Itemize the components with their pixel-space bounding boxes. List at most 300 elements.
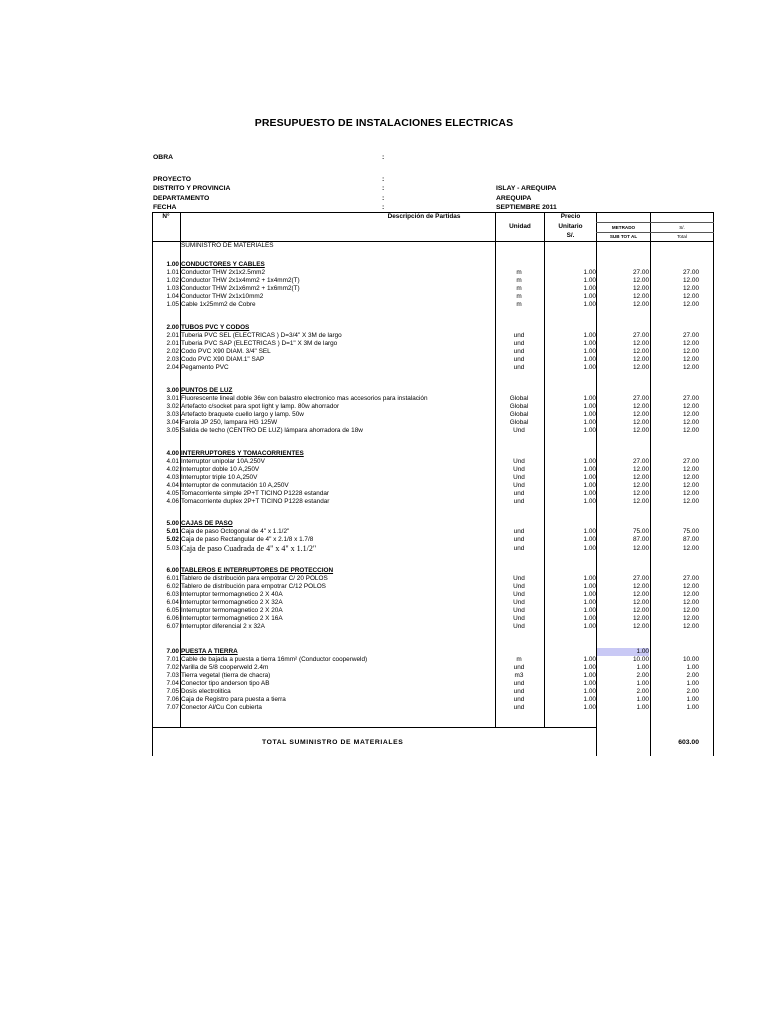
row-total: 2.00 xyxy=(686,688,699,695)
section-row xyxy=(152,450,714,458)
row-description: Tablero de distribución para empotrar C/12 POLOS xyxy=(181,583,326,590)
col-header-desc: Descripción de Partidas xyxy=(387,213,461,220)
table-row xyxy=(152,696,714,704)
row-price: 1.00 xyxy=(583,591,596,598)
row-description: Interruptor termomagnetico 2 X 40A xyxy=(181,591,283,598)
proyecto-label: PROYECTO xyxy=(153,176,192,183)
row-number: 1.03 xyxy=(166,285,179,292)
row-total: 12.00 xyxy=(683,583,699,590)
table-row xyxy=(152,348,714,356)
row-metrado: 12.00 xyxy=(633,364,649,371)
row-unit: Und xyxy=(513,583,525,590)
col-header-soles: S/. xyxy=(679,225,685,230)
table-row xyxy=(152,490,714,498)
row-price: 1.00 xyxy=(583,545,596,552)
row-total: 27.00 xyxy=(683,395,699,402)
table-row xyxy=(152,474,714,482)
row-price: 1.00 xyxy=(583,285,596,292)
table-row xyxy=(152,482,714,490)
row-total: 12.00 xyxy=(683,356,699,363)
row-price: 1.00 xyxy=(583,474,596,481)
row-metrado: 12.00 xyxy=(633,615,649,622)
table-row xyxy=(152,269,714,277)
row-total: 1.00 xyxy=(686,704,699,711)
row-unit: Und xyxy=(513,599,525,606)
row-number: 4.06 xyxy=(166,498,179,505)
row-number: 7.04 xyxy=(166,680,179,687)
section-main-title: SUMINISTRO DE MATERIALES xyxy=(181,242,274,249)
row-description: Conductor THW 2x1x4mm2 + 1x4mm2(T) xyxy=(181,277,300,284)
row-total: 1.00 xyxy=(686,680,699,687)
row-number: 4.05 xyxy=(166,490,179,497)
row-total: 87.00 xyxy=(683,536,699,543)
row-total: 2.00 xyxy=(686,672,699,679)
table-row xyxy=(152,301,714,309)
row-metrado: 2.00 xyxy=(636,672,649,679)
row-price: 1.00 xyxy=(583,277,596,284)
row-number: 7.00 xyxy=(166,648,179,655)
table-row xyxy=(152,672,714,680)
table-row xyxy=(152,545,714,553)
table-row xyxy=(152,656,714,664)
row-description: Fluorescente lineal doble 36w con balastro electronico mas accesorios para instalación xyxy=(181,395,428,402)
row-unit: und xyxy=(513,498,525,505)
section-row xyxy=(152,324,714,332)
row-unit: und xyxy=(513,528,525,535)
row-description: Cable de bajada a puesta a tierra 16mm² (Conductor cooperweld) xyxy=(181,656,368,663)
total-label: TOTAL SUMINISTRO DE MATERIALES xyxy=(262,739,404,746)
row-price: 1.00 xyxy=(583,293,596,300)
departamento-label: DEPARTAMENTO xyxy=(153,195,210,202)
row-price: 1.00 xyxy=(583,607,596,614)
row-total: 12.00 xyxy=(683,490,699,497)
row-number: 2.01 xyxy=(166,340,179,347)
row-price: 1.00 xyxy=(583,664,596,671)
row-price: 1.00 xyxy=(583,680,596,687)
row-metrado: 12.00 xyxy=(633,623,649,630)
row-total: 12.00 xyxy=(683,364,699,371)
row-metrado: 27.00 xyxy=(633,395,649,402)
row-total: 12.00 xyxy=(683,545,699,552)
row-description: CONDUCTORES Y CABLES xyxy=(181,261,265,268)
row-description: Codo PVC X90 DIAM.1" SAP xyxy=(181,356,265,363)
row-unit: und xyxy=(513,680,525,687)
row-metrado: 27.00 xyxy=(633,332,649,339)
row-number: 6.06 xyxy=(166,615,179,622)
row-number: 7.06 xyxy=(166,696,179,703)
row-number: 3.00 xyxy=(166,387,179,394)
row-description: Interruptor unipolar 10A.250V xyxy=(181,458,265,465)
table-row xyxy=(152,591,714,599)
row-price: 1.00 xyxy=(583,332,596,339)
row-price: 1.00 xyxy=(583,301,596,308)
row-unit: und xyxy=(513,688,525,695)
table-row xyxy=(152,575,714,583)
row-description: Caja de paso Cuadrada de 4" x 4" x 1.1/2" xyxy=(181,544,317,553)
row-metrado: 12.00 xyxy=(633,490,649,497)
row-description: Conector Al/Cu Con cubierta xyxy=(181,704,262,711)
row-price: 1.00 xyxy=(583,672,596,679)
row-unit: und xyxy=(513,536,525,543)
row-metrado: 12.00 xyxy=(633,348,649,355)
col-header-precio-2: Unitario xyxy=(558,223,583,230)
row-metrado: 12.00 xyxy=(633,277,649,284)
row-number: 6.07 xyxy=(166,623,179,630)
table-row xyxy=(152,498,714,506)
row-description: Cable 1x25mm2 de Cobre xyxy=(181,301,256,308)
col-header-metrado: METRADO xyxy=(611,225,636,230)
row-number: 4.00 xyxy=(166,450,179,457)
row-number: 1.01 xyxy=(166,269,179,276)
row-price: 1.00 xyxy=(583,575,596,582)
table-row xyxy=(152,615,714,623)
row-number: 2.04 xyxy=(166,364,179,371)
row-number: 4.02 xyxy=(166,466,179,473)
row-total: 12.00 xyxy=(683,615,699,622)
row-price: 1.00 xyxy=(583,599,596,606)
row-metrado: 87.00 xyxy=(633,536,649,543)
row-unit: Und xyxy=(513,466,525,473)
row-description: Interruptor diferencial 2 x 32A xyxy=(181,623,265,630)
row-unit: Global xyxy=(509,411,529,418)
row-metrado: 1.00 xyxy=(636,648,649,655)
section-row xyxy=(152,648,714,656)
row-unit: Global xyxy=(509,395,529,402)
row-metrado: 12.00 xyxy=(633,403,649,410)
row-metrado: 12.00 xyxy=(633,591,649,598)
table-row xyxy=(152,664,714,672)
col-header-total: Total xyxy=(677,234,687,239)
row-description: INTERRUPTORES Y TOMACORRIENTES xyxy=(181,450,304,457)
table-row xyxy=(152,583,714,591)
row-unit: m xyxy=(516,269,522,276)
row-unit: Und xyxy=(513,474,525,481)
row-metrado: 12.00 xyxy=(633,607,649,614)
row-price: 1.00 xyxy=(583,528,596,535)
row-metrado: 12.00 xyxy=(633,545,649,552)
table-row xyxy=(152,293,714,301)
row-total: 12.00 xyxy=(683,419,699,426)
col-header-num: N° xyxy=(162,213,170,220)
row-price: 1.00 xyxy=(583,656,596,663)
row-unit: Und xyxy=(513,607,525,614)
row-number: 2.00 xyxy=(166,324,179,331)
row-total: 1.00 xyxy=(686,664,699,671)
row-unit: m xyxy=(516,301,522,308)
row-description: Tuberia PVC SAP (ELECTRICAS ) D=1" X 3M de largo xyxy=(181,340,338,347)
distrito-value: ISLAY - AREQUIPA xyxy=(496,185,557,192)
table-row xyxy=(152,277,714,285)
row-unit: Und xyxy=(513,615,525,622)
row-unit: und xyxy=(513,348,525,355)
row-number: 4.03 xyxy=(166,474,179,481)
row-price: 1.00 xyxy=(583,348,596,355)
row-number: 1.00 xyxy=(166,261,179,268)
row-metrado: 12.00 xyxy=(633,419,649,426)
row-unit: Und xyxy=(513,591,525,598)
row-total: 12.00 xyxy=(683,348,699,355)
table-row xyxy=(152,427,714,435)
table-row xyxy=(152,704,714,712)
row-number: 5.02 xyxy=(166,536,179,543)
row-number: 7.01 xyxy=(166,656,179,663)
section-row xyxy=(152,387,714,395)
row-number: 5.00 xyxy=(166,520,179,527)
table-row xyxy=(152,536,714,544)
row-total: 12.00 xyxy=(683,427,699,434)
row-metrado: 2.00 xyxy=(636,688,649,695)
row-metrado: 1.00 xyxy=(636,680,649,687)
row-number: 3.02 xyxy=(166,403,179,410)
table-row xyxy=(152,623,714,631)
row-number: 1.05 xyxy=(166,301,179,308)
section-row xyxy=(152,261,714,269)
row-metrado: 12.00 xyxy=(633,356,649,363)
col-header-unidad: Unidad xyxy=(509,223,531,230)
row-description: Farola JP 250, lampara HG 125W xyxy=(181,419,278,426)
row-price: 1.00 xyxy=(583,490,596,497)
fecha-colon: : xyxy=(382,204,385,211)
row-total: 12.00 xyxy=(683,277,699,284)
table-row xyxy=(152,466,714,474)
row-unit: m xyxy=(516,656,522,663)
row-description: Artefacto braquete cuello largo y lamp. 50w xyxy=(181,411,304,418)
row-metrado: 1.00 xyxy=(636,664,649,671)
row-unit: m xyxy=(516,285,522,292)
row-description: CAJAS DE PASO xyxy=(181,520,233,527)
row-price: 1.00 xyxy=(583,482,596,489)
row-total: 12.00 xyxy=(683,411,699,418)
row-number: 4.04 xyxy=(166,482,179,489)
row-unit: Global xyxy=(509,419,529,426)
table-row xyxy=(152,458,714,466)
row-unit: Und xyxy=(513,458,525,465)
row-number: 3.05 xyxy=(166,427,179,434)
row-unit: m xyxy=(516,277,522,284)
row-total: 12.00 xyxy=(683,301,699,308)
row-number: 7.07 xyxy=(166,704,179,711)
total-value: 603.00 xyxy=(678,739,699,746)
fecha-value: SEPTIEMBRE 2011 xyxy=(496,204,557,211)
row-unit: Global xyxy=(509,403,529,410)
row-number: 7.03 xyxy=(166,672,179,679)
table-row xyxy=(152,332,714,340)
row-total: 12.00 xyxy=(683,293,699,300)
row-description: TABLEROS E INTERRUPTORES DE PROTECCION xyxy=(181,567,334,574)
col-header-subtotal: SUB TOT AL xyxy=(609,234,638,239)
row-unit: m xyxy=(516,293,522,300)
table-row xyxy=(152,528,714,536)
row-description: Caja de paso Rectangular de 4" x 2.1/8 x 1.7/8 xyxy=(181,536,314,543)
row-number: 1.04 xyxy=(166,293,179,300)
table-row xyxy=(152,403,714,411)
row-description: Interruptor de conmutación 10 A,250V xyxy=(181,482,289,489)
row-number: 2.01 xyxy=(166,332,179,339)
section-row xyxy=(152,567,714,575)
table-row xyxy=(152,607,714,615)
row-number: 3.04 xyxy=(166,419,179,426)
row-metrado: 27.00 xyxy=(633,458,649,465)
row-unit: m3 xyxy=(514,672,524,679)
row-number: 6.03 xyxy=(166,591,179,598)
row-number: 6.00 xyxy=(166,567,179,574)
row-number: 3.03 xyxy=(166,411,179,418)
row-total: 12.00 xyxy=(683,466,699,473)
row-price: 1.00 xyxy=(583,688,596,695)
row-total: 12.00 xyxy=(683,340,699,347)
row-metrado: 1.00 xyxy=(636,704,649,711)
table-row xyxy=(152,285,714,293)
row-total: 12.00 xyxy=(683,607,699,614)
row-description: Conductor THW 2x1x2.5mm2 xyxy=(181,269,266,276)
row-unit: und xyxy=(513,364,525,371)
row-unit: und xyxy=(513,704,525,711)
row-unit: und xyxy=(513,664,525,671)
row-price: 1.00 xyxy=(583,623,596,630)
row-price: 1.00 xyxy=(583,458,596,465)
row-number: 5.03 xyxy=(166,545,179,552)
section-row xyxy=(152,520,714,528)
row-metrado: 12.00 xyxy=(633,474,649,481)
departamento-value: AREQUIPA xyxy=(496,195,532,202)
row-description: Codo PVC X90 DIAM. 3/4" SEL xyxy=(181,348,271,355)
row-description: Tierra vegetal (tierra de chacra) xyxy=(181,672,271,679)
row-metrado: 12.00 xyxy=(633,466,649,473)
row-unit: Und xyxy=(513,427,525,434)
row-description: Caja de paso Octogonal de 4" x 1.1/2" xyxy=(181,528,290,535)
fecha-label: FECHA xyxy=(153,204,177,211)
row-metrado: 12.00 xyxy=(633,599,649,606)
row-number: 4.01 xyxy=(166,458,179,465)
row-description: Interruptor termomagnetico 2 X 32A xyxy=(181,599,283,606)
row-description: Pegamento PVC xyxy=(181,364,229,371)
row-price: 1.00 xyxy=(583,704,596,711)
row-total: 27.00 xyxy=(683,458,699,465)
row-total: 75.00 xyxy=(683,528,699,535)
row-metrado: 12.00 xyxy=(633,482,649,489)
row-description: Interruptor termomagnetico 2 X 16A xyxy=(181,615,283,622)
col-header-precio-3: S/. xyxy=(566,232,575,239)
row-price: 1.00 xyxy=(583,395,596,402)
row-total: 12.00 xyxy=(683,474,699,481)
row-description: Caja de Registro para puesta a tierra xyxy=(181,696,286,703)
departamento-colon: : xyxy=(382,195,385,202)
col-header-precio-1: Precio xyxy=(560,213,581,220)
row-price: 1.00 xyxy=(583,583,596,590)
table-row xyxy=(152,680,714,688)
row-unit: Und xyxy=(513,623,525,630)
row-number: 7.02 xyxy=(166,664,179,671)
row-description: PUESTA A TIERRA xyxy=(181,648,238,655)
table-row xyxy=(152,395,714,403)
table-row xyxy=(152,340,714,348)
row-description: Salida de techo (CENTRO DE LUZ) lámpara ahorradora de 18w xyxy=(181,427,363,434)
obra-label: OBRA xyxy=(153,154,174,161)
row-description: Interruptor triple 10 A,250V xyxy=(181,474,258,481)
row-description: Tuberia PVC SEL (ELECTRICAS ) D=3/4" X 3M de largo xyxy=(181,332,342,339)
row-total: 12.00 xyxy=(683,498,699,505)
row-total: 12.00 xyxy=(683,623,699,630)
row-unit: und xyxy=(513,696,525,703)
row-description: Dosis electrolitica xyxy=(181,688,231,695)
row-unit: und xyxy=(513,340,525,347)
row-description: Conector tipo anderson tipo AB xyxy=(181,680,270,687)
row-metrado: 12.00 xyxy=(633,498,649,505)
row-number: 6.02 xyxy=(166,583,179,590)
row-price: 1.00 xyxy=(583,340,596,347)
row-unit: und xyxy=(513,356,525,363)
row-price: 1.00 xyxy=(583,356,596,363)
row-description: Interruptor doble 10 A,250V xyxy=(181,466,260,473)
row-total: 10.00 xyxy=(683,656,699,663)
row-number: 6.05 xyxy=(166,607,179,614)
table-row xyxy=(152,599,714,607)
row-unit: und xyxy=(513,490,525,497)
row-price: 1.00 xyxy=(583,466,596,473)
row-total: 12.00 xyxy=(683,599,699,606)
row-unit: und xyxy=(513,332,525,339)
row-price: 1.00 xyxy=(583,364,596,371)
row-unit: Und xyxy=(513,482,525,489)
row-metrado: 12.00 xyxy=(633,293,649,300)
row-price: 1.00 xyxy=(583,615,596,622)
row-description: Tomacorriente duplex 2P+T TICINO P1228 estandar xyxy=(181,498,330,505)
row-total: 27.00 xyxy=(683,575,699,582)
row-price: 1.00 xyxy=(583,696,596,703)
row-metrado: 12.00 xyxy=(633,301,649,308)
row-description: Artefacto c/socket para spot light y lamp. 80w ahorrador xyxy=(181,403,340,410)
row-price: 1.00 xyxy=(583,536,596,543)
row-metrado: 27.00 xyxy=(633,575,649,582)
row-description: Conductor THW 2x1x6mm2 + 1x6mm2(T) xyxy=(181,285,300,292)
row-description: Interruptor termomagnetico 2 X 20A xyxy=(181,607,283,614)
row-description: Conductor THW 2x1x10mm2 xyxy=(181,293,264,300)
row-description: Varilla de 5/8 cooperweld 2.4m xyxy=(181,664,269,671)
budget-table xyxy=(152,212,714,756)
row-number: 2.03 xyxy=(166,356,179,363)
row-metrado: 12.00 xyxy=(633,411,649,418)
obra-colon: : xyxy=(382,154,385,161)
table-row xyxy=(152,419,714,427)
row-unit: Und xyxy=(513,575,525,582)
table-row xyxy=(152,411,714,419)
document-title: PRESUPUESTO DE INSTALACIONES ELECTRICAS xyxy=(254,117,514,129)
row-total: 1.00 xyxy=(686,696,699,703)
row-number: 5.01 xyxy=(166,528,179,535)
row-metrado: 27.00 xyxy=(633,269,649,276)
row-description: TUBOS PVC Y CODOS xyxy=(181,324,250,331)
row-metrado: 1.00 xyxy=(636,696,649,703)
row-number: 6.04 xyxy=(166,599,179,606)
row-metrado: 12.00 xyxy=(633,285,649,292)
table-row xyxy=(152,356,714,364)
row-metrado: 12.00 xyxy=(633,427,649,434)
row-metrado: 75.00 xyxy=(633,528,649,535)
distrito-label: DISTRITO Y PROVINCIA xyxy=(153,185,231,192)
row-metrado: 10.00 xyxy=(633,656,649,663)
row-total: 12.00 xyxy=(683,285,699,292)
row-price: 1.00 xyxy=(583,427,596,434)
row-description: PUNTOS DE LUZ xyxy=(181,387,233,394)
table-row xyxy=(152,688,714,696)
row-price: 1.00 xyxy=(583,269,596,276)
row-number: 3.01 xyxy=(166,395,179,402)
row-price: 1.00 xyxy=(583,498,596,505)
row-metrado: 12.00 xyxy=(633,340,649,347)
row-number: 2.02 xyxy=(166,348,179,355)
row-description: Tablero de distribución para empotrar C/ 20 POLOS xyxy=(181,575,328,582)
row-number: 1.02 xyxy=(166,277,179,284)
